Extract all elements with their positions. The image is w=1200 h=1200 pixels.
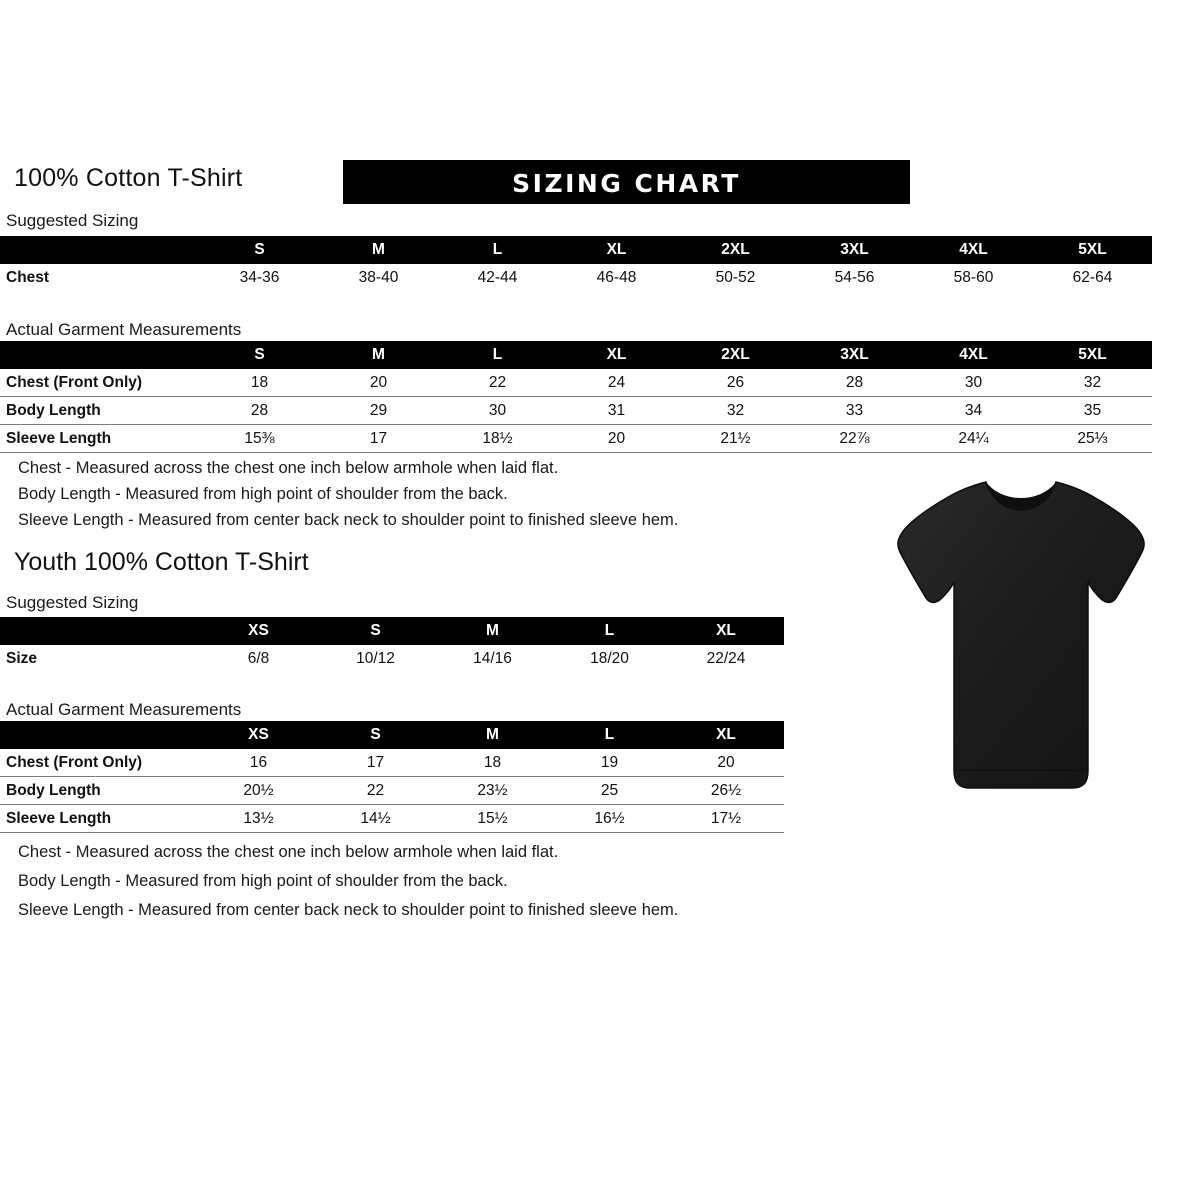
table-cell: 30 (964, 373, 983, 391)
table-header-size-xs: XS (200, 721, 317, 749)
table-cell: 42-44 (477, 268, 518, 286)
table-header-corner (0, 236, 200, 264)
table-cell: 18 (250, 373, 269, 391)
table-header-corner (0, 617, 200, 645)
header-row (8, 160, 1192, 204)
table-header-corner (0, 341, 200, 369)
table-row (0, 805, 784, 833)
table-cell: 20 (369, 373, 388, 391)
table-row (0, 425, 1152, 453)
table-row (0, 264, 1152, 291)
table-cell: 34 (964, 401, 983, 419)
table-cell: 20 (607, 429, 626, 447)
table-cell: 22 (366, 781, 385, 799)
table-cell: 62-64 (1072, 268, 1113, 286)
table-header-size-l: L (438, 341, 557, 369)
table-cell: 32 (1083, 373, 1102, 391)
table-header-size-3xl: 3XL (795, 236, 914, 264)
table-cell: 22/24 (706, 649, 746, 667)
table-cell: 24¼ (958, 429, 989, 447)
table-header-size-s: S (317, 721, 434, 749)
youth-section-title: Youth 100% Cotton T-Shirt (14, 548, 309, 576)
table-cell: 20½ (243, 781, 274, 799)
table-cell: 14½ (360, 809, 391, 827)
youth-suggested-sizing-table (0, 617, 784, 672)
table-cell: 25 (600, 781, 619, 799)
table-header-size-2xl: 2XL (676, 341, 795, 369)
table-header-size-s: S (200, 236, 319, 264)
table-header-size-s: S (200, 341, 319, 369)
youth-note-body-length: Body Length - Measured from high point of shoulder from the back. (18, 872, 508, 890)
black-tshirt-photo (890, 470, 1150, 810)
table-cell: 21½ (720, 429, 751, 447)
adult-actual-measurements-label: Actual Garment Measurements (6, 320, 242, 339)
table-header-corner (0, 721, 200, 749)
table-cell: 18 (483, 753, 502, 771)
table-row-label: Chest (Front Only) (6, 373, 143, 391)
table-row-label: Chest (Front Only) (6, 753, 143, 771)
table-row (0, 749, 784, 777)
table-header-row (0, 236, 1152, 264)
table-header-size-4xl: 4XL (914, 341, 1033, 369)
table-cell: 14/16 (473, 649, 512, 667)
table-cell: 19 (600, 753, 619, 771)
table-header-size-s: S (317, 617, 434, 645)
table-header-size-xs: XS (200, 617, 317, 645)
table-header-row (0, 341, 1152, 369)
table-header-size-xl: XL (668, 721, 784, 749)
table-cell: 26½ (710, 781, 742, 799)
table-header-size-5xl: 5XL (1033, 236, 1152, 264)
table-header-row (0, 617, 784, 645)
table-row-label: Sleeve Length (6, 429, 112, 447)
table-cell: 50-52 (715, 268, 756, 286)
table-cell: 6/8 (247, 649, 270, 667)
table-row-label: Sleeve Length (6, 809, 112, 827)
table-cell: 29 (369, 401, 388, 419)
table-cell: 16 (249, 753, 268, 771)
table-header-size-l: L (551, 721, 668, 749)
table-header-size-m: M (319, 341, 438, 369)
adult-suggested-sizing-label: Suggested Sizing (6, 211, 139, 230)
table-header-size-3xl: 3XL (795, 341, 914, 369)
sizing-chart-banner-label: SIZING CHART (512, 169, 741, 198)
sizing-chart-banner (343, 160, 910, 204)
table-cell: 13½ (243, 809, 274, 827)
table-cell: 33 (845, 401, 864, 419)
table-header-size-xl: XL (668, 617, 784, 645)
table-cell: 15½ (477, 809, 508, 827)
table-row (0, 397, 1152, 425)
table-cell: 22⅞ (839, 429, 870, 447)
table-row-label: Chest (6, 268, 50, 286)
adult-suggested-sizing-table (0, 236, 1152, 291)
page-title: 100% Cotton T-Shirt (14, 164, 243, 192)
table-header-size-l: L (438, 236, 557, 264)
youth-note-sleeve-length: Sleeve Length - Measured from center back neck to shoulder point to finished sleeve hem. (18, 901, 679, 919)
table-cell: 16½ (594, 809, 625, 827)
table-cell: 18/20 (590, 649, 629, 667)
youth-actual-measurements-table (0, 721, 784, 833)
table-header-size-4xl: 4XL (914, 236, 1033, 264)
table-cell: 26 (726, 373, 745, 391)
table-row-label: Size (6, 649, 38, 667)
table-header-size-xl: XL (557, 341, 676, 369)
table-cell: 35 (1083, 401, 1102, 419)
table-cell: 58-60 (953, 268, 994, 286)
table-cell: 46-48 (596, 268, 637, 286)
table-header-size-m: M (434, 721, 551, 749)
adult-note-chest: Chest - Measured across the chest one inch below armhole when laid flat. (18, 459, 559, 477)
table-header-size-xl: XL (557, 236, 676, 264)
table-cell: 15⅜ (244, 429, 275, 447)
table-header-row (0, 721, 784, 749)
adult-actual-measurements-table (0, 341, 1152, 453)
table-cell: 18½ (482, 429, 513, 447)
table-header-size-l: L (551, 617, 668, 645)
table-row (0, 645, 784, 672)
table-cell: 30 (488, 401, 507, 419)
adult-note-sleeve-length: Sleeve Length - Measured from center back neck to shoulder point to finished sleeve hem. (18, 511, 679, 529)
table-cell: 28 (845, 373, 864, 391)
table-header-size-5xl: 5XL (1033, 341, 1152, 369)
youth-suggested-sizing-label: Suggested Sizing (6, 593, 139, 612)
table-cell: 17 (366, 753, 385, 771)
table-cell: 32 (726, 401, 745, 419)
table-cell: 22 (488, 373, 507, 391)
table-row (0, 369, 1152, 397)
table-cell: 28 (250, 401, 269, 419)
table-cell: 31 (607, 401, 626, 419)
table-cell: 24 (607, 373, 626, 391)
table-cell: 25⅓ (1077, 429, 1108, 447)
table-cell: 54-56 (834, 268, 875, 286)
table-cell: 17½ (710, 809, 742, 827)
table-row (0, 777, 784, 805)
adult-note-body-length: Body Length - Measured from high point of shoulder from the back. (18, 485, 508, 503)
table-cell: 20 (717, 753, 735, 771)
table-cell: 38-40 (358, 268, 399, 286)
youth-actual-measurements-label: Actual Garment Measurements (6, 700, 242, 719)
table-cell: 23½ (477, 781, 508, 799)
table-row-label: Body Length (6, 401, 101, 419)
table-cell: 17 (369, 429, 388, 447)
table-cell: 10/12 (356, 649, 395, 667)
table-row-label: Body Length (6, 781, 101, 799)
table-header-size-m: M (434, 617, 551, 645)
table-header-size-m: M (319, 236, 438, 264)
youth-note-chest: Chest - Measured across the chest one inch below armhole when laid flat. (18, 843, 559, 861)
table-cell: 34-36 (239, 268, 280, 286)
table-header-size-2xl: 2XL (676, 236, 795, 264)
